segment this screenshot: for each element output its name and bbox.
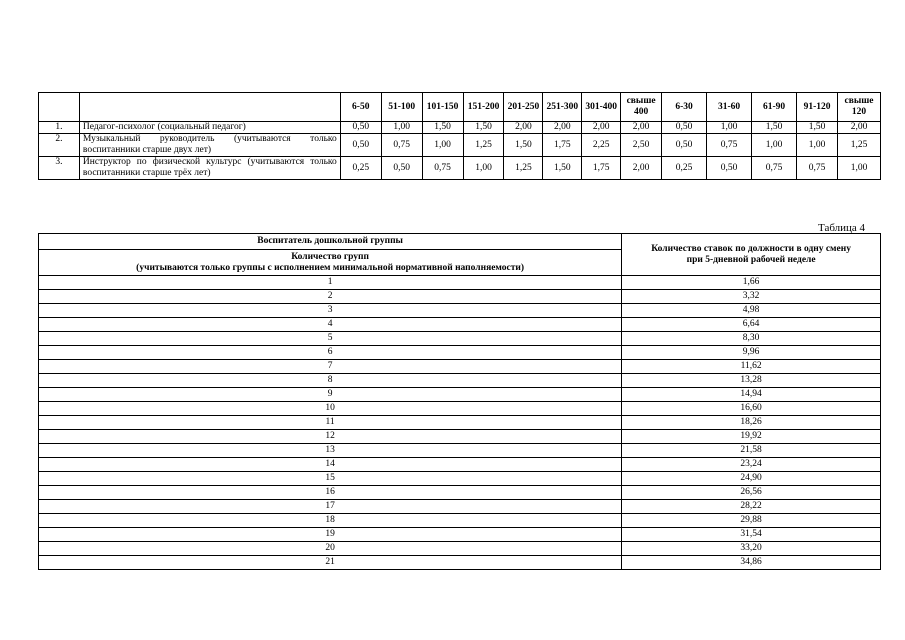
- rate-cell: 1,00: [381, 122, 422, 134]
- rates-header: Количество ставок по должности в одну смену при 5-дневной рабочей неделе: [622, 234, 881, 276]
- rate-cell: 1,00: [797, 134, 838, 157]
- row-number: 3.: [39, 157, 80, 180]
- table-row: [39, 472, 881, 486]
- range-header: 6-50: [340, 93, 381, 122]
- rate-cell: 2,00: [543, 122, 582, 134]
- range-header: 31-60: [707, 93, 752, 122]
- rate-cell: 1,75: [582, 157, 621, 180]
- rate-cell: 0,50: [381, 157, 422, 180]
- rate-cell: 2,00: [621, 157, 662, 180]
- header-row: [39, 93, 881, 122]
- rate-cell: 1,00: [463, 157, 504, 180]
- table-row: [39, 430, 881, 444]
- rate-cell: 0,75: [381, 134, 422, 157]
- rate-value: 31,54: [622, 528, 881, 542]
- group-count: 14: [39, 458, 622, 472]
- rate-cell: 1,50: [543, 157, 582, 180]
- group-count: 15: [39, 472, 622, 486]
- table-row: [39, 556, 881, 570]
- table-row: [39, 374, 881, 388]
- group-count: 19: [39, 528, 622, 542]
- table-row: [39, 500, 881, 514]
- header-name-cell: [79, 93, 340, 122]
- header-row: [39, 234, 881, 276]
- rate-cell: 2,00: [504, 122, 543, 134]
- rate-value: 26,56: [622, 486, 881, 500]
- rate-cell: 1,50: [463, 122, 504, 134]
- position-name: Музыкальный руководитель (учитываются только воспитанники старше двух лет): [79, 134, 340, 157]
- table-row: [39, 514, 881, 528]
- rate-cell: 1,50: [752, 122, 797, 134]
- group-count: 7: [39, 360, 622, 374]
- table-row: [39, 542, 881, 556]
- group-count: 17: [39, 500, 622, 514]
- range-header: 6-30: [662, 93, 707, 122]
- group-count: 10: [39, 402, 622, 416]
- group-count: 12: [39, 430, 622, 444]
- rate-cell: 1,00: [422, 134, 463, 157]
- rate-cell: 2,00: [838, 122, 881, 134]
- rate-value: 28,22: [622, 500, 881, 514]
- rate-cell: 0,50: [340, 134, 381, 157]
- rate-value: 4,98: [622, 304, 881, 318]
- rate-value: 1,66: [622, 276, 881, 290]
- table-row: [39, 528, 881, 542]
- rate-cell: 1,50: [797, 122, 838, 134]
- row-number: 1.: [39, 122, 80, 134]
- range-header: свыше 400: [621, 93, 662, 122]
- header-num-cell: [39, 93, 80, 122]
- group-count: 11: [39, 416, 622, 430]
- table-row: [39, 388, 881, 402]
- groups-header-subtitle: Количество групп: [291, 252, 369, 262]
- rate-cell: 1,00: [707, 122, 752, 134]
- rate-cell: 0,50: [662, 134, 707, 157]
- rate-value: 34,86: [622, 556, 881, 570]
- range-header: 251-300: [543, 93, 582, 122]
- range-header: 201-250: [504, 93, 543, 122]
- group-count: 3: [39, 304, 622, 318]
- table-row: [39, 318, 881, 332]
- rate-cell: 1,25: [463, 134, 504, 157]
- group-count: 6: [39, 346, 622, 360]
- position-name: Педагог-психолог (социальный педагог): [79, 122, 340, 134]
- rate-cell: 1,75: [543, 134, 582, 157]
- rate-cell: 1,50: [504, 134, 543, 157]
- rate-cell: 0,50: [662, 122, 707, 134]
- table-row: [39, 486, 881, 500]
- rate-cell: 2,00: [582, 122, 621, 134]
- groups-header: [39, 234, 622, 276]
- groups-header-note: (учитываются только группы с исполнением минимальной нормативной наполняемости): [136, 263, 525, 273]
- group-count: 8: [39, 374, 622, 388]
- table-row: [39, 134, 881, 157]
- rate-cell: 0,50: [340, 122, 381, 134]
- group-count: 16: [39, 486, 622, 500]
- rate-value: 6,64: [622, 318, 881, 332]
- rate-cell: 1,00: [752, 134, 797, 157]
- rate-cell: 0,75: [752, 157, 797, 180]
- rate-cell: 0,25: [662, 157, 707, 180]
- rate-value: 24,90: [622, 472, 881, 486]
- rate-value: 19,92: [622, 430, 881, 444]
- staffing-table: [38, 92, 881, 180]
- table-row: [39, 332, 881, 346]
- rate-value: 21,58: [622, 444, 881, 458]
- group-count: 13: [39, 444, 622, 458]
- group-count: 18: [39, 514, 622, 528]
- table-row: [39, 157, 881, 180]
- table-row: [39, 304, 881, 318]
- group-count: 4: [39, 318, 622, 332]
- range-header: 91-120: [797, 93, 838, 122]
- group-count: 21: [39, 556, 622, 570]
- table-row: [39, 416, 881, 430]
- rate-value: 18,26: [622, 416, 881, 430]
- rate-cell: 1,25: [504, 157, 543, 180]
- group-rates-table: [38, 233, 881, 570]
- rate-value: 29,88: [622, 514, 881, 528]
- staffing-table-body: [39, 122, 881, 180]
- group-rates-table-body: [39, 276, 881, 570]
- rate-cell: 2,00: [621, 122, 662, 134]
- group-count: 1: [39, 276, 622, 290]
- table-row: [39, 360, 881, 374]
- table-caption: Таблица 4: [818, 222, 866, 234]
- rate-value: 33,20: [622, 542, 881, 556]
- group-count: 2: [39, 290, 622, 304]
- group-count: 5: [39, 332, 622, 346]
- group-count: 20: [39, 542, 622, 556]
- position-name: Инструктор по физической культурс (учитываются только воспитанники старше трёх лет): [79, 157, 340, 180]
- rate-cell: 2,25: [582, 134, 621, 157]
- range-header: 51-100: [381, 93, 422, 122]
- rate-value: 14,94: [622, 388, 881, 402]
- rate-cell: 2,50: [621, 134, 662, 157]
- group-count: 9: [39, 388, 622, 402]
- rate-cell: 0,75: [797, 157, 838, 180]
- table-row: [39, 346, 881, 360]
- range-header: 101-150: [422, 93, 463, 122]
- range-header: 151-200: [463, 93, 504, 122]
- table-row: [39, 444, 881, 458]
- rate-cell: 0,50: [707, 157, 752, 180]
- row-number: 2.: [39, 134, 80, 157]
- range-header: 301-400: [582, 93, 621, 122]
- rate-cell: 0,75: [422, 157, 463, 180]
- range-header: 61-90: [752, 93, 797, 122]
- table-row: [39, 276, 881, 290]
- rate-value: 13,28: [622, 374, 881, 388]
- range-header: свыше 120: [838, 93, 881, 122]
- rate-value: 9,96: [622, 346, 881, 360]
- table-row: [39, 122, 881, 134]
- rate-cell: 1,25: [838, 134, 881, 157]
- table-row: [39, 290, 881, 304]
- rate-value: 11,62: [622, 360, 881, 374]
- rate-cell: 0,75: [707, 134, 752, 157]
- groups-header-title: Воспитатель дошкольной группы: [39, 234, 621, 250]
- rate-value: 16,60: [622, 402, 881, 416]
- rate-cell: 0,25: [340, 157, 381, 180]
- rate-cell: 1,50: [422, 122, 463, 134]
- table-row: [39, 402, 881, 416]
- rate-value: 3,32: [622, 290, 881, 304]
- table-row: [39, 458, 881, 472]
- rate-value: 23,24: [622, 458, 881, 472]
- rate-value: 8,30: [622, 332, 881, 346]
- rate-cell: 1,00: [838, 157, 881, 180]
